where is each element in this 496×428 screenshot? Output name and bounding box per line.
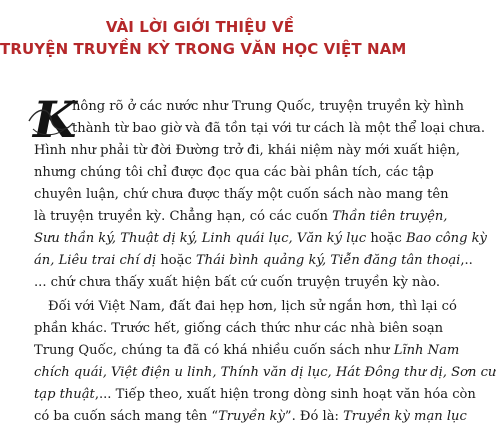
text-run: chuyên luận, chứ chưa được thấy một cuốn sách nào mang tên [34, 187, 449, 202]
text-run: ,... Tiếp theo, xuất hiện trong dòng sinh hoạt văn hóa còn [94, 387, 476, 402]
chapter-title-line-2: TRUYỆN TRUYỀN KỲ TRONG VĂN HỌC VIỆT NAM [0, 40, 407, 58]
text-run: hoặc [366, 231, 406, 246]
book-title-italic: chích quái, Việt điện u linh, Thính văn dị lục, Hát Đông thư dị, Sơn cư [34, 365, 496, 380]
book-title-italic: Sưu thần ký, Thuật dị ký, Linh quái lục, Văn ký lục [34, 231, 367, 246]
book-title-italic: án, Liêu trai chí dị [34, 253, 157, 268]
text-run: ,.. [460, 253, 473, 268]
book-title-italic: tạp thuật [34, 387, 95, 402]
paragraph-2-line-5 [34, 384, 476, 406]
text-run: Trung Quốc, chúng ta đã có khá nhiều cuốn sách như [34, 343, 394, 358]
paragraph-1-line-7 [34, 228, 487, 250]
book-title-italic: Lĩnh Nam [393, 343, 460, 358]
text-run: thành từ bao giờ và đã tồn tại với tư cách là một thể loại chưa. [72, 121, 485, 136]
paragraph-1-line-2 [72, 118, 485, 140]
paragraph-2-line-3 [34, 340, 460, 362]
book-title-italic: Bao công kỳ [405, 231, 487, 246]
paragraph-1-line-5 [34, 184, 449, 206]
paragraph-1-line-1 [72, 96, 464, 118]
text-run: phần khác. Trước hết, giống cách thức như các nhà biên soạn [34, 321, 444, 336]
drop-cap-letter [33, 90, 77, 149]
text-run: Hình như phải từ đời Đường trở đi, khái niệm này mới xuất hiện, [34, 143, 461, 158]
text-run: là truyện truyền kỳ. Chẳng hạn, có các cuốn [34, 209, 333, 224]
text-run: có ba cuốn sách mang tên “ [34, 409, 219, 424]
paragraph-1-line-6 [34, 206, 448, 228]
paragraph-2-line-6 [34, 406, 467, 428]
drop-cap-text: K [33, 90, 77, 149]
text-run: hông rõ ở các nước như Trung Quốc, truyện truyền kỳ hình [72, 99, 464, 114]
paragraph-1-line-8 [34, 250, 473, 272]
text-run: Đối với Việt Nam, đất đai hẹp hơn, lịch sử ngắn hơn, thì lại có [48, 299, 457, 314]
paragraph-2-line-1 [48, 296, 457, 318]
chapter-title-line-1: VÀI LỜI GIỚI THIỆU VỀ [105, 18, 295, 36]
paragraph-1-line-4 [34, 162, 434, 184]
text-run: ”. Đó là: [284, 409, 344, 424]
paragraph-1-line-9 [34, 272, 441, 294]
text-run: ... chứ chưa thấy xuất hiện bất cứ cuốn truyện truyền kỳ nào. [34, 275, 441, 290]
text-run: hoặc [156, 253, 196, 268]
book-title-italic: Truyền kỳ mạn lục [343, 409, 467, 424]
drop-cap-flourish-icon [27, 103, 75, 139]
paragraph-2-line-4 [34, 362, 496, 384]
book-title-italic: Truyền kỳ [218, 409, 285, 424]
text-run: nhưng chúng tôi chỉ được đọc qua các bài phân tích, các tập [34, 165, 434, 180]
book-title-italic: Thái bình quảng ký, Tiễn đăng tân thoại [195, 253, 461, 268]
paragraph-1-line-3 [34, 140, 461, 162]
book-title-italic: Thần tiên truyện, [332, 209, 448, 224]
paragraph-2-line-2 [34, 318, 444, 340]
